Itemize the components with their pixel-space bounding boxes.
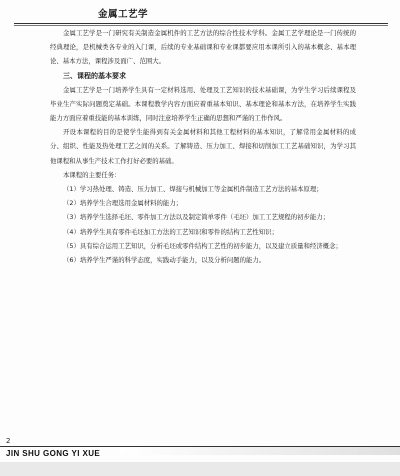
task-item-2: （2）培养学生合理选用金属材料的能力； bbox=[63, 199, 183, 208]
task-item-6: （6）培养学生严谨的科学态度，实践动手能力，以及分析问题的能力。 bbox=[63, 256, 266, 265]
task-item-1: （1）学习热处理、铸造、压力加工、焊接与机械加工等金属机件制造工艺方法的基本原理； bbox=[63, 185, 323, 194]
page-body bbox=[50, 26, 356, 267]
task-item-4: （4）培养学生具有零件毛坯加工方法的工艺知识和零件的结构工艺性知识； bbox=[63, 227, 278, 236]
footer-shade bbox=[120, 447, 400, 455]
page-header bbox=[0, 6, 400, 20]
page-bottom-strip bbox=[0, 462, 400, 476]
requirements-paragraph: 金属工艺学是一门培养学生具有一定材料选用、处理及工艺知识的技术基础课，为学生学习后续课程及毕业生产实际问题奠定基础。本课程教学内容方面应着重基本知识、基本理论和基本方法，在培养学生实践能力方面应着重技能的基本训练，同时注意培养学生正确的思想和严谨的工作作风。 bbox=[50, 85, 356, 123]
task-item-3: （3）培养学生选择毛坯、零件加工方法以及制定简单零件（毛坯）加工工艺规程的初步能力； bbox=[63, 213, 330, 222]
purpose-paragraph: 开设本课程的目的是使学生能得到有关金属材料和其他工程材料的基本知识，了解常用金属材料的成分、组织、性能及热处理工艺之间的关系。了解铸造、压力加工、焊接和切削加工工艺基础知识，为学习其他课程和从事生产技术工作打好必要的基础。 bbox=[50, 128, 356, 165]
running-header-title: 金属工艺学 bbox=[98, 9, 149, 20]
tasks-intro: 本课程的主要任务： bbox=[63, 170, 121, 179]
header-rule bbox=[14, 23, 388, 24]
page-number: 2 bbox=[6, 437, 11, 445]
section-heading: 三、课程的基本要求 bbox=[63, 71, 126, 80]
intro-paragraph: 金属工艺学是一门研究有关制造金属机件的工艺方法的综合性技术学科。金属工艺学理论是一门传统的经典理论，是机械类各专业的入门课，后续的专业基础课和专业课都要应用本课所引入的基本概念、基本理论、基本方法，课程涉及面广、范围大。 bbox=[50, 29, 356, 66]
running-footer-text: JIN SHU GONG YI XUE bbox=[6, 449, 101, 458]
task-item-5: （5）具有综合运用工艺知识，分析毛坯或零件结构工艺性的初步能力，以及建立质量和经济概念； bbox=[63, 241, 342, 250]
